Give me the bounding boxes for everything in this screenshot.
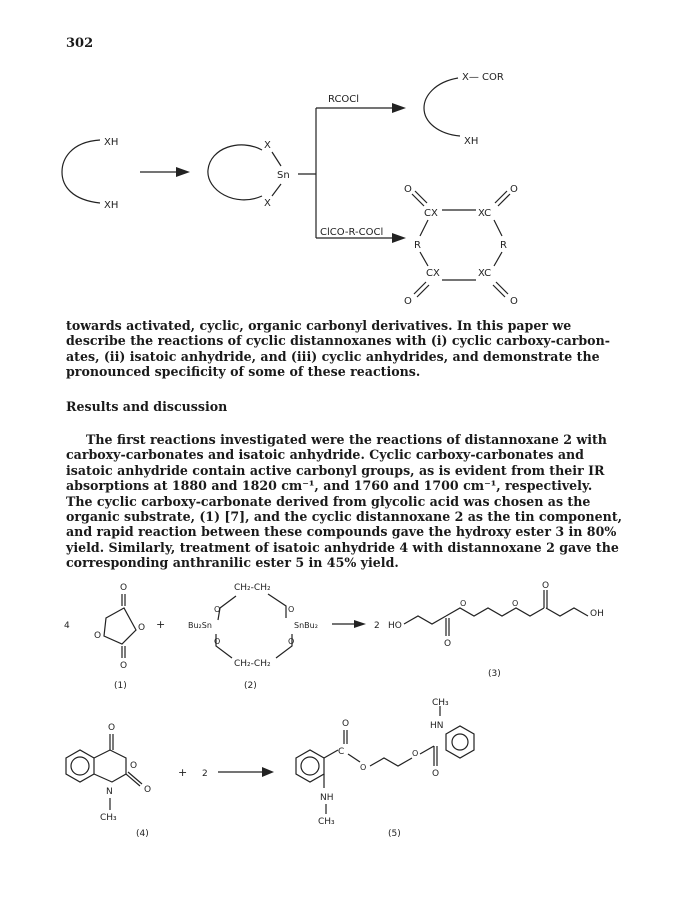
compound-5-structure <box>296 706 474 827</box>
svg-text:O: O <box>94 631 102 641</box>
left-xh-bottom: XH <box>104 200 119 211</box>
svg-text:O: O <box>120 583 128 593</box>
left-xh-top: XH <box>104 137 119 148</box>
svg-text:O: O <box>144 785 152 795</box>
section-heading: Results and discussion <box>66 399 228 414</box>
macro-o-bl: O <box>404 296 412 307</box>
coef-4: 4 <box>64 621 70 631</box>
svg-text:HO: HO <box>388 621 402 631</box>
reaction-scheme-1 <box>0 60 680 310</box>
ring-x-top: X <box>264 140 271 151</box>
svg-text:O: O <box>444 639 452 649</box>
compound-3-structure <box>388 581 604 649</box>
arrow-top-head <box>392 103 406 113</box>
svg-text:O: O <box>412 749 419 758</box>
macro-cx-top: CX <box>424 208 438 219</box>
svg-text:O: O <box>120 661 128 671</box>
ring-sn: Sn <box>277 170 290 181</box>
macro-cx-bottom: CX <box>426 268 440 279</box>
compound-5-ch3-top: CH₃ <box>432 698 449 708</box>
reaction-scheme-3 <box>0 706 680 846</box>
compound-2-structure <box>188 583 318 669</box>
svg-text:O: O <box>432 769 440 779</box>
macro-xc-top: XC <box>478 208 492 219</box>
svg-text:O: O <box>288 637 295 646</box>
svg-text:O: O <box>512 599 519 608</box>
svg-text:O: O <box>542 581 550 591</box>
svg-text:O: O <box>138 623 146 633</box>
intro-paragraph: towards activated, cyclic, organic carbonyl derivatives. In this paper we describe the reactions of cyclic distannoxanes with (i) cyclic carboxy-carbon- ates, (ii) isatoic anhydride, and (iii) cyclic anhydrides, and demonstrate the pronounced specificity of some of these reactions. <box>66 318 610 380</box>
top-product-xh: XH <box>464 136 479 147</box>
arrow-bottom-head <box>392 233 406 243</box>
label-1: (1) <box>114 681 127 691</box>
macro-xc-bottom: XC <box>478 268 492 279</box>
svg-text:Bu₂Sn: Bu₂Sn <box>188 621 212 630</box>
svg-text:HN: HN <box>430 721 444 731</box>
left-diol-chain <box>62 140 100 203</box>
svg-text:CH₂-CH₂: CH₂-CH₂ <box>234 583 271 593</box>
label-3: (3) <box>488 669 501 679</box>
plus-2: + <box>178 766 188 779</box>
macro-o-tr: O <box>510 184 518 195</box>
ring-x-bottom: X <box>264 198 271 209</box>
svg-text:O: O <box>214 637 221 646</box>
svg-text:O: O <box>130 761 138 771</box>
label-5: (5) <box>388 829 401 839</box>
svg-text:C: C <box>338 747 345 757</box>
plus-1: + <box>156 618 166 631</box>
svg-text:CH₃: CH₃ <box>100 813 117 823</box>
svg-text:CH₃: CH₃ <box>318 817 335 827</box>
label-4: (4) <box>136 829 149 839</box>
coef-2: 2 <box>202 769 208 779</box>
reaction-scheme-2 <box>0 578 680 706</box>
coef-2-product: 2 <box>374 621 380 631</box>
macro-o-tl: O <box>404 184 412 195</box>
svg-text:N: N <box>106 787 113 797</box>
compound-1-structure <box>94 583 145 671</box>
svg-text:SnBu₂: SnBu₂ <box>294 621 318 630</box>
label-2: (2) <box>244 681 257 691</box>
results-paragraph: The first reactions investigated were the reactions of distannoxane 2 with carboxy-carbonates and isatoic anhydride. Cyclic carboxy-carbonates and isatoic anhydride contain active carbonyl groups, as is evident from their IR absorptions at 1880 and 1820 cm⁻¹, and 1760 and 1700 cm⁻¹, respectively. The cyclic carboxy-carbonate derived from glycolic acid was chosen as the organic substrate, (1) [7], and the cyclic distannoxane 2 as the tin component, and rapid reaction between these compounds gave the hydroxy ester 3 in 80% yield. Similarly, treatment of isatoic anhydride 4 with distannoxane 2 gave the corresponding anthranilic ester 5 in 45% yield. <box>66 432 623 571</box>
reagent-clcorcocl: ClCO-R-COCl <box>320 227 384 238</box>
top-product-x-cor: X— COR <box>462 72 504 83</box>
svg-text:O: O <box>360 763 367 772</box>
reagent-rcocl: RCOCl <box>328 94 360 105</box>
svg-text:CH₂-CH₂: CH₂-CH₂ <box>234 659 271 669</box>
svg-text:O: O <box>288 605 295 614</box>
svg-text:O: O <box>108 723 116 733</box>
svg-text:O: O <box>214 605 221 614</box>
compound-4-structure <box>66 723 151 823</box>
macro-o-br: O <box>510 296 518 307</box>
svg-text:NH: NH <box>320 793 334 803</box>
top-product-chain <box>424 78 460 136</box>
svg-text:O: O <box>342 719 350 729</box>
svg-text:O: O <box>460 599 467 608</box>
macro-r-left: R <box>414 240 421 251</box>
stannylene-ring-chain <box>208 145 262 200</box>
reaction-arrow-1-head <box>176 167 190 177</box>
page-number: 302 <box>66 36 94 51</box>
macro-r-right: R <box>500 240 507 251</box>
svg-text:OH: OH <box>590 609 604 619</box>
